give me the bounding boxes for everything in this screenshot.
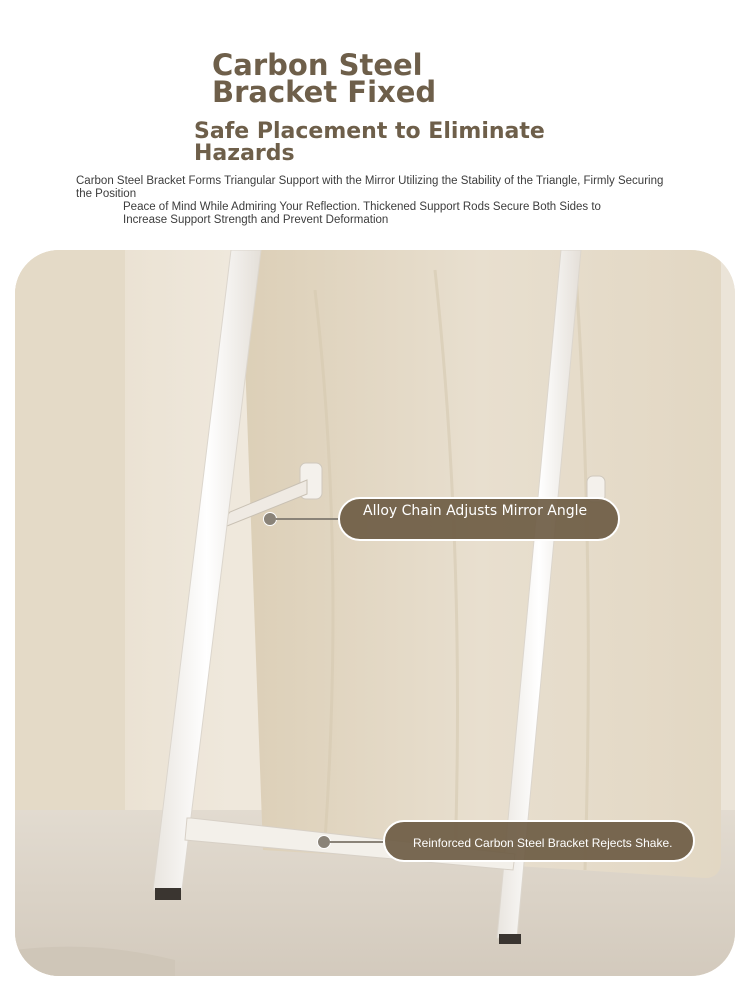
mirror-bracket-illustration <box>15 250 735 976</box>
mirror-back-panel <box>241 250 721 878</box>
callout-dot-bracket <box>317 835 331 849</box>
description-line-1: Carbon Steel Bracket Forms Triangular Support with the Mirror Utilizing the Stability of the Triangle, Firmly Securing the Position <box>76 175 664 200</box>
callout-line-chain <box>276 518 338 520</box>
product-photo <box>15 250 735 976</box>
callout-line-bracket <box>330 841 383 843</box>
description <box>76 175 676 227</box>
leg-foot-left <box>155 888 181 900</box>
callout-dot-chain <box>263 512 277 526</box>
wall-corner <box>15 250 125 840</box>
page-title: Carbon Steel Bracket Fixed <box>212 48 437 109</box>
page-subtitle: Safe Placement to Eliminate Hazards <box>194 119 545 166</box>
callout-bracket: Reinforced Carbon Steel Bracket Rejects Shake. <box>383 820 695 862</box>
callout-chain: Alloy Chain Adjusts Mirror Angle <box>338 497 620 541</box>
description-line-2: Peace of Mind While Admiring Your Reflection. Thickened Support Rods Secure Both Sides to Increase Support Strength and Prevent Deformation <box>123 201 601 226</box>
leg-foot-right <box>499 934 521 944</box>
